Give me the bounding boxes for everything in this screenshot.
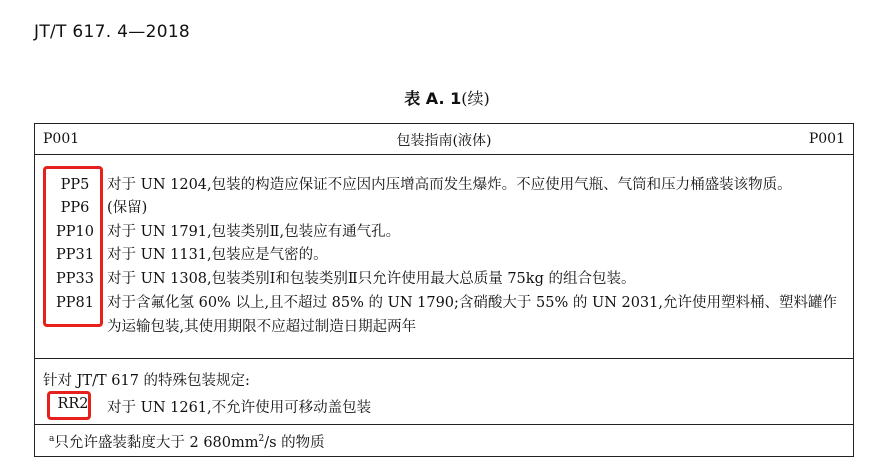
provision-text: 对于 UN 1308,包装类别Ⅰ和包装类别Ⅱ只允许使用最大总质量 75kg 的组合包装。: [107, 271, 636, 287]
instruction-code-left: P001: [43, 131, 80, 147]
table-title: [0, 86, 894, 109]
provision-text: 对于 UN 1791,包装类别Ⅱ,包装应有通气孔。: [107, 224, 401, 240]
footnote-text: 只允许盛装黏度大于 2 680mm: [54, 435, 259, 451]
table-title-continued: (续): [461, 89, 490, 108]
provision-code: PP5: [60, 177, 90, 193]
provision-code: PP81: [56, 295, 94, 311]
table-title-label: 表 A. 1: [404, 89, 462, 108]
provision-text: 对于含氟化氢 60% 以上,且不超过 85% 的 UN 1790;含硝酸大于 55% 的 UN 2031,允许使用塑料桶、塑料罐作: [107, 295, 837, 311]
special-code-highlight: [47, 391, 91, 420]
provision-code: PP10: [56, 224, 94, 240]
provision-codes-highlight: [43, 166, 103, 327]
table-footnote: [49, 431, 325, 452]
provision-text: 对于 UN 1131,包装应是气密的。: [107, 247, 328, 263]
special-packing-text: 对于 UN 1261,不允许使用可移动盖包装: [107, 400, 372, 416]
provision-code: PP33: [56, 271, 94, 287]
provision-code: PP31: [56, 247, 94, 263]
provision-text-continuation: 为运输包装,其使用期限不应超过制造日期起两年: [107, 319, 417, 335]
footnote-superscript: 2: [258, 434, 265, 444]
special-provisions-section: [35, 154, 853, 359]
table-header-row: [35, 124, 853, 155]
table-footnote-row: [35, 424, 853, 457]
provision-text: 对于 UN 1204,包装的构造应保证不应因内压增高而发生爆炸。不应使用气瓶、气筒和压力桶盛装该物质。: [107, 177, 792, 193]
provision-text: (保留): [107, 200, 148, 216]
provision-code: PP6: [60, 200, 90, 216]
special-packing-code: RR2: [57, 396, 89, 412]
special-packing-intro: 针对 JT/T 617 的特殊包装规定:: [43, 373, 250, 389]
footnote-marker: a: [49, 434, 55, 444]
packing-instruction-table: [34, 123, 854, 457]
special-packing-section: [35, 358, 853, 425]
footnote-text-end: /s 的物质: [264, 435, 325, 451]
document-header: JT/T 617. 4—2018: [34, 22, 191, 42]
instruction-title: 包装指南(液体): [396, 133, 492, 149]
instruction-code-right: P001: [808, 131, 845, 147]
